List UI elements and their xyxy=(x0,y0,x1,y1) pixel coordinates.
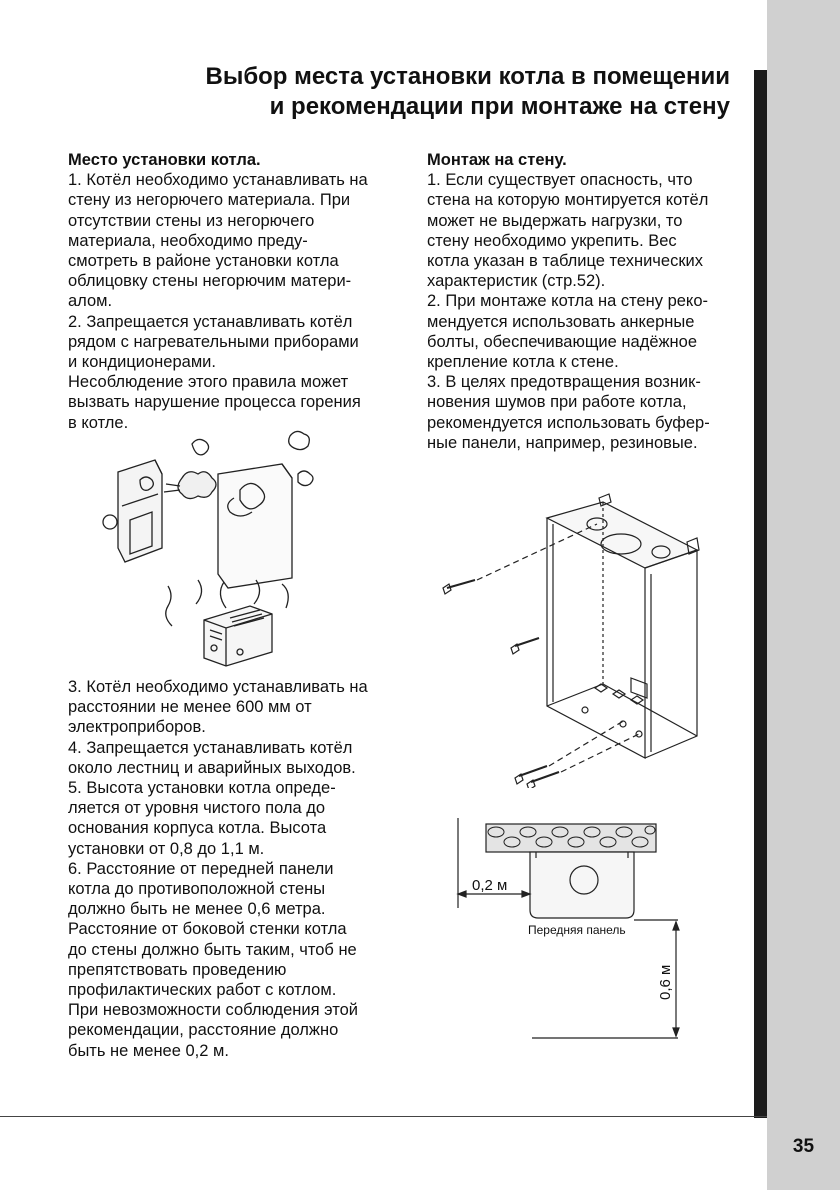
paragraph: 5. Высота установки котла опреде-ляется от уровня чистого пола до основания корпуса котла. Высота установки от 0,8 до 1,1 м. xyxy=(68,779,336,858)
boiler-top-view xyxy=(530,852,634,918)
paragraph: 3. Котёл необходимо устанавливать на расстоянии не менее 600 мм от электроприборов. xyxy=(68,678,368,737)
page-title-line-2: и рекомендации при монтаже на стену xyxy=(269,93,730,120)
boiler-mounting-illustration xyxy=(435,488,715,788)
paragraph: 4. Запрещается устанавливать котёл около лестниц и аварийных выходов. xyxy=(68,738,356,777)
paragraph: 2. Запрещается устанавливать котёл рядом с нагревательными приборами и кондиционерами. xyxy=(68,312,359,372)
page-side-band xyxy=(767,0,840,1190)
paragraph: 1. Если существует опасность, что стена на которую монтируется котёл может не выдержать нагрузки, то стену необходимо укрепить. Вес котла указан в таблице технических характеристик (стр.52). xyxy=(427,171,709,291)
heater-warning-illustration xyxy=(100,430,360,670)
installation-location-section xyxy=(68,150,368,433)
front-panel-label: Передняя панель xyxy=(528,923,626,937)
air-conditioner-drawing xyxy=(103,460,162,562)
paragraph: 2. При монтаже котла на стену реко-мендуется использовать анкерные болты, обеспечивающие надёжное крепление котла к стене. xyxy=(427,292,709,372)
page-title-line-1: Выбор места установки котла в помещении xyxy=(205,63,730,90)
wall-mounting-heading: Монтаж на стену. xyxy=(427,151,567,169)
anchor-bolts-drawing xyxy=(443,524,639,788)
page-title xyxy=(150,62,730,122)
front-gap-label: 0,6 м xyxy=(657,964,674,1000)
page-number: 35 xyxy=(792,1136,815,1157)
boiler-drawing xyxy=(218,464,292,588)
footer-rule xyxy=(0,1116,767,1117)
wall-stone-band xyxy=(486,824,656,852)
paragraph: 1. Котёл необходимо устанавливать на стену из негорючего материала. При отсутствии стены из негорючего материала, необходимо преду-смотреть в районе установки котла облицовку стены негорючим матери-алом. xyxy=(68,171,368,311)
installation-location-heading: Место установки котла. xyxy=(68,151,261,169)
side-gap-label: 0,2 м xyxy=(472,877,508,894)
clearance-diagram xyxy=(450,812,680,1048)
page-side-bar xyxy=(754,70,767,1118)
paragraph: 3. В целях предотвращения возник-новения шумов при работе котла, рекомендуется использовать буфер-ные панели, например, резиновые. xyxy=(427,373,710,452)
paragraph: 6. Расстояние от передней панели котла до противоположной стены должно быть не менее 0,6 метра. Расстояние от боковой стенки котла до стены должно быть таким, чтоб не препятствовать проведению профилактических работ с котлом. При невозможности соблюдения этой рекомендации, расстояние должно быть не менее 0,2 м. xyxy=(68,859,358,1060)
paragraph: Несоблюдение этого правила может вызвать нарушение процесса горения в котле. xyxy=(68,373,361,432)
installation-rules-section xyxy=(68,677,368,1061)
wall-mounting-section xyxy=(427,150,717,453)
boiler-casing-drawing xyxy=(547,494,699,758)
electric-heater-drawing xyxy=(204,606,272,666)
